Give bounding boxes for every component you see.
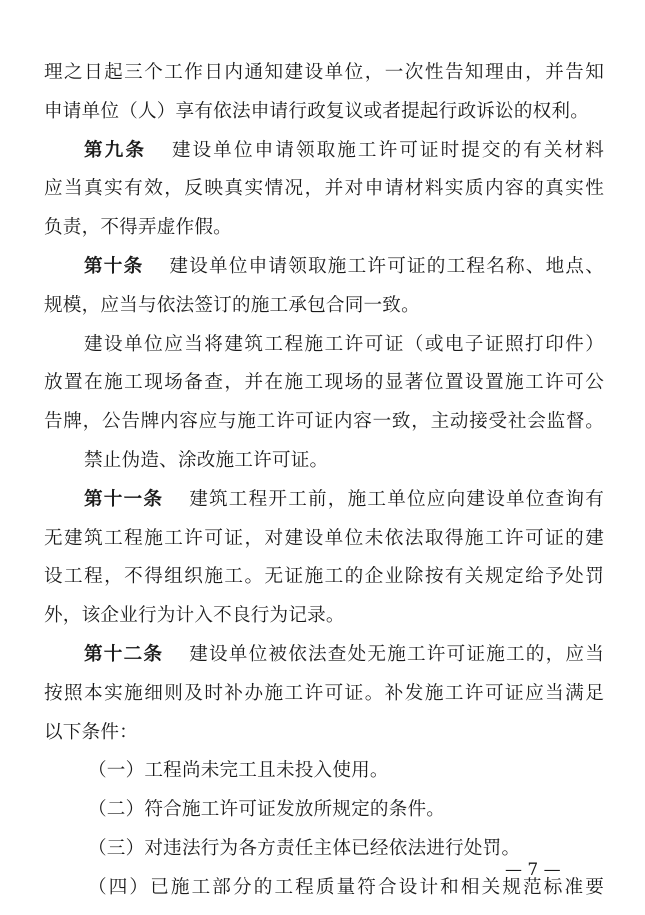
article-9-first-line — [44, 132, 604, 171]
body-text: 建设单位申请领取施工许可证时提交的有关材料 — [171, 139, 604, 161]
list-item: （一）工程尚未完工且未投入使用。 — [88, 760, 389, 782]
article-11-first-line — [44, 481, 604, 520]
list-item: （四）已施工部分的工程质量符合设计和相关规范标准要 — [88, 876, 604, 898]
body-text: 建设单位被依法查处无施工许可证施工的，应当 — [189, 643, 604, 665]
body-line: 按照本实施细则及时补办施工许可证。补发施工许可证应当满足 — [44, 682, 604, 704]
body-line: 告牌，公告牌内容应与施工许可证内容一致，主动接受社会监督。 — [44, 411, 604, 433]
article-10-title: 第十条 — [84, 255, 144, 277]
article-11-title: 第十一条 — [84, 488, 164, 510]
body-line: 以下条件： — [44, 721, 138, 743]
article-12-title: 第十二条 — [84, 643, 164, 665]
body-line: 申请单位（人）享有依法申请行政复议或者提起行政诉讼的权利。 — [44, 100, 590, 122]
body-text: 建筑工程开工前，施工单位应向建设单位查询有 — [189, 488, 604, 510]
article-12-first-line — [44, 636, 604, 675]
body-text: 建设单位申请领取施工许可证的工程名称、地点、 — [169, 255, 604, 277]
body-line: 禁止伪造、涂改施工许可证。 — [84, 449, 329, 471]
list-item: （三）对违法行为各方责任主体已经依法进行处罚。 — [88, 837, 521, 859]
body-line: 建设单位应当将建筑工程施工许可证（或电子证照打印件） — [84, 333, 604, 355]
body-line: 理之日起三个工作日内通知建设单位，一次性告知理由，并告知 — [44, 62, 604, 83]
body-line: 规模，应当与依法签订的施工承包合同一致。 — [44, 294, 420, 316]
article-10-first-line — [44, 248, 604, 287]
body-line: 负责，不得弄虚作假。 — [44, 217, 232, 239]
body-line: 设工程，不得组织施工。无证施工的企业除按有关规定给予处罚 — [44, 566, 604, 588]
document-body — [44, 54, 604, 908]
body-line: 无建筑工程施工许可证，对建设单位未依法取得施工许可证的建 — [44, 527, 604, 549]
article-9-title: 第九条 — [84, 139, 146, 161]
body-line: 外，该企业行为计入不良行为记录。 — [44, 605, 345, 627]
body-line: 应当真实有效，反映真实情况，并对申请材料实质内容的真实性 — [44, 178, 604, 200]
page-number: — 7 — — [505, 860, 561, 880]
list-item: （二）符合施工许可证发放所规定的条件。 — [88, 799, 446, 821]
body-line: 放置在施工现场备查，并在施工现场的显著位置设置施工许可公 — [44, 372, 604, 394]
